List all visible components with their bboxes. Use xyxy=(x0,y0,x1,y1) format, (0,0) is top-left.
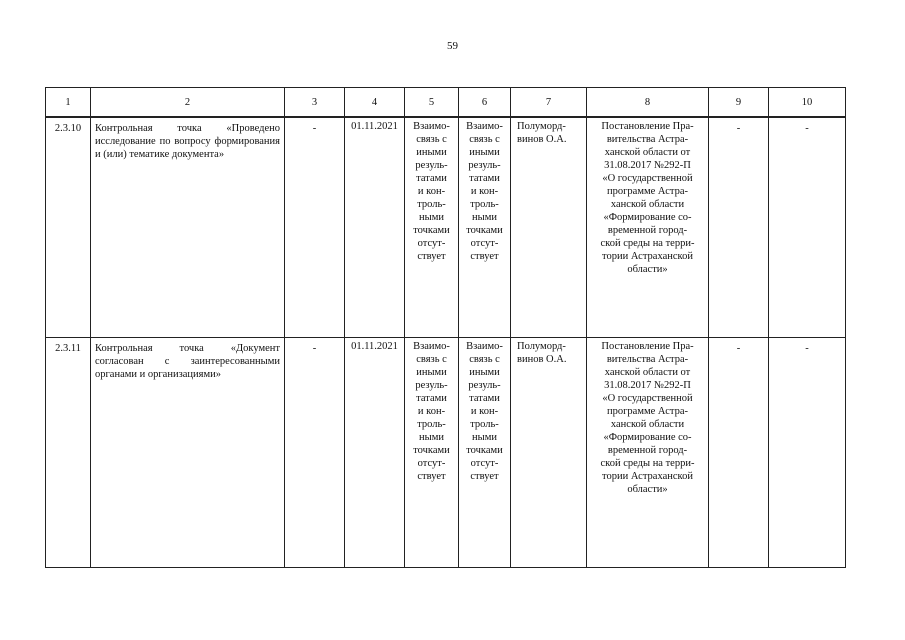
control-points-table xyxy=(45,87,846,568)
header-cell: 3 xyxy=(285,88,345,118)
row-col10: - xyxy=(769,338,846,568)
row-name: Контрольная точка «Проведено исследование по вопросу формирования и (или) тематике документа» xyxy=(91,117,285,338)
header-cell: 7 xyxy=(511,88,587,118)
row-document: Постановление Пра- вительства Астра- ханской области от 31.08.2017 №292-П «О государственной программе Астра- ханской области «Формирование со- временной город- ской среды на терри- тории Астраханской области» xyxy=(587,338,709,568)
row-col9: - xyxy=(709,338,769,568)
header-cell: 9 xyxy=(709,88,769,118)
header-row xyxy=(46,88,846,118)
table-row xyxy=(46,117,846,338)
row-col3: - xyxy=(285,338,345,568)
header-cell: 1 xyxy=(46,88,91,118)
table-row xyxy=(46,338,846,568)
row-responsible: Полуморд- винов О.А. xyxy=(511,117,587,338)
header-cell: 6 xyxy=(459,88,511,118)
row-col6: Взаимо- связь с иными резуль- татами и кон- троль- ными точками отсут- ствует xyxy=(459,338,511,568)
row-col10: - xyxy=(769,117,846,338)
header-cell: 8 xyxy=(587,88,709,118)
header-cell: 4 xyxy=(345,88,405,118)
row-responsible: Полуморд- винов О.А. xyxy=(511,338,587,568)
page-number: 59 xyxy=(447,40,458,52)
header-cell: 2 xyxy=(91,88,285,118)
row-col5: Взаимо- связь с иными резуль- татами и кон- троль- ными точками отсут- ствует xyxy=(405,338,459,568)
row-number: 2.3.11 xyxy=(46,338,91,568)
header-cell: 5 xyxy=(405,88,459,118)
row-date: 01.11.2021 xyxy=(345,338,405,568)
row-name: Контрольная точка «Документ согласован с заинтересованными органами и организациями» xyxy=(91,338,285,568)
row-number: 2.3.10 xyxy=(46,117,91,338)
row-col5: Взаимо- связь с иными резуль- татами и кон- троль- ными точками отсут- ствует xyxy=(405,117,459,338)
header-cell: 10 xyxy=(769,88,846,118)
row-date: 01.11.2021 xyxy=(345,117,405,338)
row-col3: - xyxy=(285,117,345,338)
row-document: Постановление Пра- вительства Астра- ханской области от 31.08.2017 №292-П «О государственной программе Астра- ханской области «Формирование со- временной город- ской среды на терри- тории Астраханской области» xyxy=(587,117,709,338)
row-col6: Взаимо- связь с иными резуль- татами и кон- троль- ными точками отсут- ствует xyxy=(459,117,511,338)
row-col9: - xyxy=(709,117,769,338)
